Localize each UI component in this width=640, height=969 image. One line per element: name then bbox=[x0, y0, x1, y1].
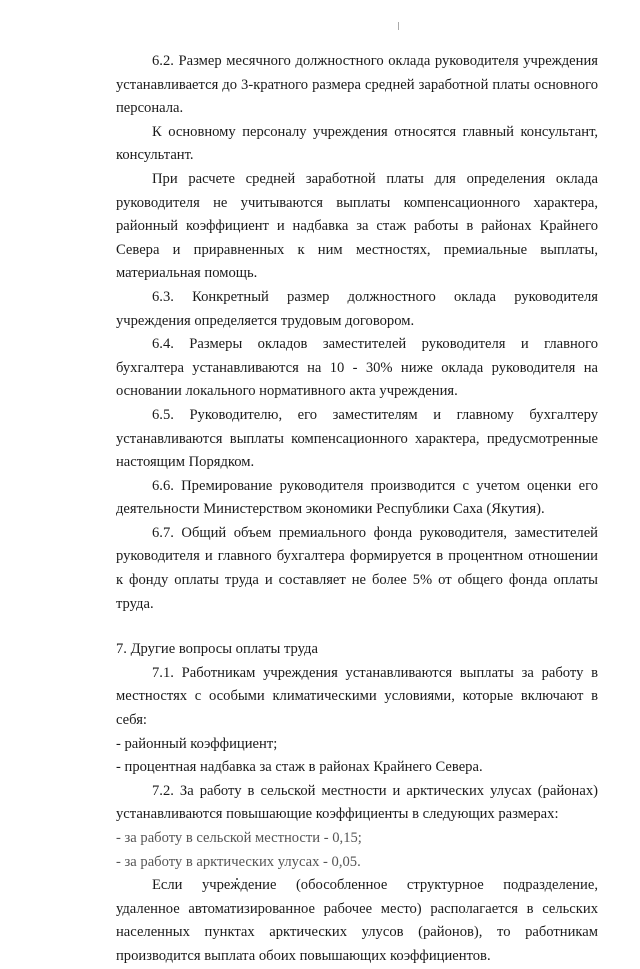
paragraph-both-coefficients: Если учреждение (обособленное структурное подразделение, удаленное автоматизированное рабочее место) располагается в сельских населенных пунктах арктических улусов (районов), то работникам производится выплата обоих повышающих коэффициентов. bbox=[116, 877, 598, 964]
paragraph-7-1: 7.1. Работникам учреждения устанавливаются выплаты за работу в местностях с особыми климатическими условиями, которые включают в себя: bbox=[116, 664, 598, 729]
list-item-rural-coefficient: - за работу в сельской местности - 0,15; bbox=[116, 830, 362, 846]
list-item-north-allowance: - процентная надбавка за стаж в районах Крайнего Севера. bbox=[116, 759, 483, 776]
paragraph-6-2: 6.2. Размер месячного должностного оклада руководителя учреждения устанавливается до 3-кратного размера средней заработной платы основного персонала. bbox=[116, 53, 598, 117]
paragraph-6-7: 6.7. Общий объем премиального фонда руководителя, заместителей руководителя и главного бухгалтера формируется в процентном отношении к фонду оплаты труда и составляет не более 5% от общего фонда оплаты труда. bbox=[116, 524, 598, 612]
list-item-arctic-coefficient: - за работу в арктических улусах - 0,05. bbox=[116, 853, 361, 870]
paragraph-6-5: 6.5. Руководителю, его заместителям и главному бухгалтеру устанавливаются выплаты компенсационного характера, предусмотренные настоящим Порядком. bbox=[116, 406, 598, 471]
section-heading: 7. Другие вопросы оплаты труда bbox=[116, 641, 318, 658]
document-body bbox=[116, 50, 598, 969]
paragraph-main-staff: К основному персоналу учреждения относятся главный консультант, консультант. bbox=[116, 123, 598, 164]
paragraph-6-3: 6.3. Конкретный размер должностного оклада руководителя учреждения определяется трудовым договором. bbox=[116, 288, 598, 329]
paragraph-salary-calc: При расчете средней заработной платы для определения оклада руководителя не учитываются выплаты компенсационного характера, районный коэффициент и надбавка за стаж работы в районах Крайнего Севера и приравненных к ним местностях, премиальные выплаты, материальная помощь. bbox=[116, 170, 598, 282]
scan-mark bbox=[398, 22, 399, 30]
paragraph-6-6: 6.6. Премирование руководителя производится с учетом оценки его деятельности Министерством экономики Республики Саха (Якутия). bbox=[116, 477, 598, 518]
paragraph-6-4: 6.4. Размеры окладов заместителей руководителя и главного бухгалтера устанавливаются на 10 - 30% ниже оклада руководителя на основании локального нормативного акта учреждения. bbox=[116, 336, 598, 400]
list-item-district-coefficient: - районный коэффициент; bbox=[116, 735, 278, 752]
paragraph-7-2: 7.2. За работу в сельской местности и арктических улусах (районах) устанавливаются повышающие коэффициенты в следующих размерах: bbox=[116, 782, 598, 823]
